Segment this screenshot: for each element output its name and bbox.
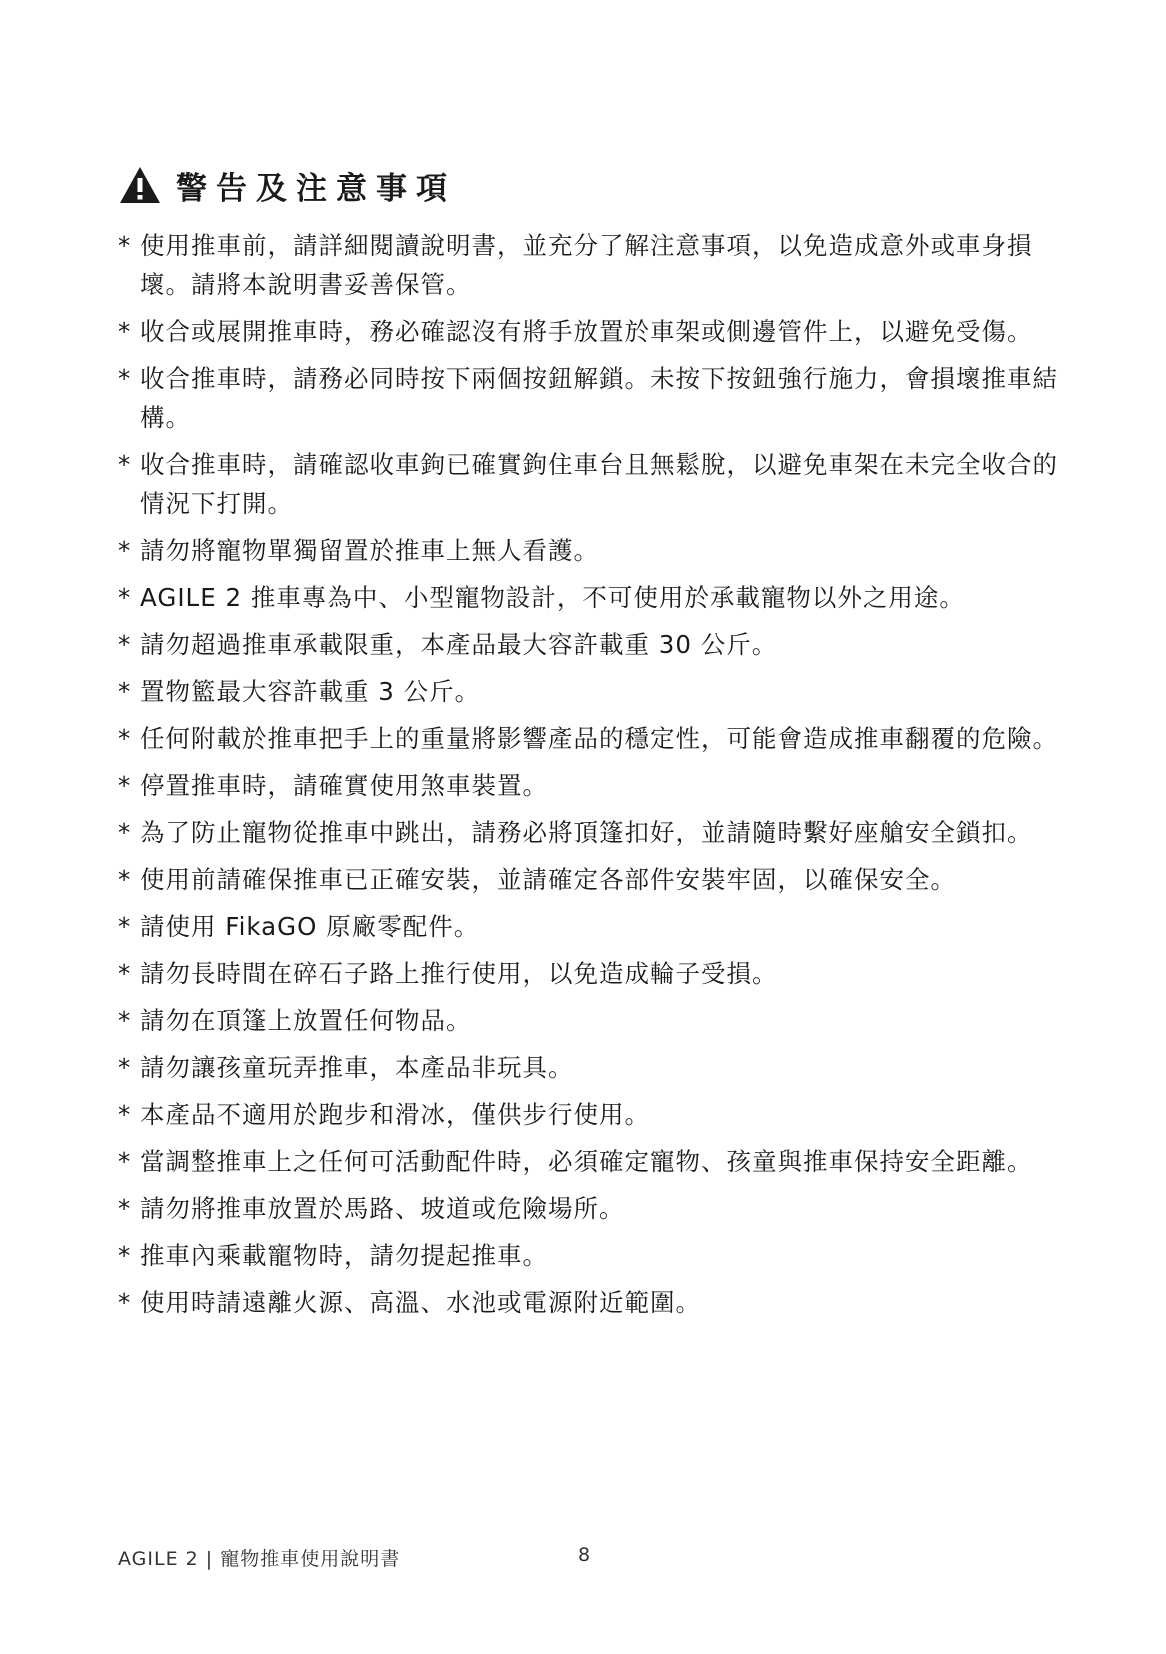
bullet-marker: *: [118, 1147, 131, 1176]
warning-item: [118, 719, 1058, 758]
bullet-marker: *: [118, 1288, 131, 1317]
warning-item-text: 收合推車時，請確認收車鉤已確實鉤住車台且無鬆脫，以避免車架在未完全收合的情況下打開。: [140, 450, 1058, 518]
bullet-marker: *: [118, 317, 131, 346]
warning-item-text: 當調整推車上之任何可活動配件時，必須確定寵物、孩童與推車保持安全距離。: [140, 1147, 1033, 1176]
warning-item: [118, 226, 1058, 304]
bullet-marker: *: [118, 1006, 131, 1035]
warning-item-text: 請勿在頂篷上放置任何物品。: [140, 1006, 472, 1035]
warning-item-text: 請使用 FikaGO 原廠零配件。: [140, 912, 480, 941]
bullet-marker: *: [118, 771, 131, 800]
warning-item-text: 置物籃最大容許載重 3 公斤。: [140, 677, 481, 706]
bullet-marker: *: [118, 536, 131, 565]
warning-item: [118, 766, 1058, 805]
bullet-marker: *: [118, 677, 131, 706]
warning-item: [118, 445, 1058, 523]
warning-item-text: 為了防止寵物從推車中跳出，請務必將頂篷扣好，並請隨時繫好座艙安全鎖扣。: [140, 818, 1033, 847]
warning-item-text: 推車內乘載寵物時，請勿提起推車。: [140, 1241, 548, 1270]
warning-item-text: 請勿將寵物單獨留置於推車上無人看護。: [140, 536, 599, 565]
bullet-marker: *: [118, 450, 131, 479]
warning-item: [118, 625, 1058, 664]
warning-list: [118, 226, 1058, 1330]
warning-item-text: 請勿超過推車承載限重，本產品最大容許載重 30 公斤。: [140, 630, 778, 659]
warning-item: [118, 312, 1058, 351]
warning-item-text: 收合推車時，請務必同時按下兩個按鈕解鎖。未按下按鈕強行施力，會損壞推車結構。: [140, 364, 1058, 432]
warning-item: [118, 860, 1058, 899]
warning-item-text: 請勿將推車放置於馬路、坡道或危險場所。: [140, 1194, 625, 1223]
warning-item: [118, 1095, 1058, 1134]
bullet-marker: *: [118, 630, 131, 659]
bullet-marker: *: [118, 364, 131, 393]
warning-item: [118, 578, 1058, 617]
section-heading: [118, 160, 456, 210]
bullet-marker: *: [118, 959, 131, 988]
warning-triangle-icon: [118, 165, 162, 205]
bullet-marker: *: [118, 818, 131, 847]
warning-item: [118, 1001, 1058, 1040]
warning-item: [118, 954, 1058, 993]
footer-title: AGILE 2 | 寵物推車使用說明書: [118, 1548, 401, 1570]
warning-item: [118, 1283, 1058, 1322]
bullet-marker: *: [118, 1194, 131, 1223]
warning-item: [118, 1236, 1058, 1275]
page-footer: [118, 1544, 400, 1571]
warning-item-text: 使用時請遠離火源、高溫、水池或電源附近範圍。: [140, 1288, 701, 1317]
section-title: 警告及注意事項: [176, 170, 456, 207]
warning-item: [118, 813, 1058, 852]
bullet-marker: *: [118, 865, 131, 894]
page-number: 8: [578, 1544, 591, 1566]
bullet-marker: *: [118, 1053, 131, 1082]
warning-item: [118, 907, 1058, 946]
warning-item: [118, 359, 1058, 437]
warning-item: [118, 1142, 1058, 1181]
warning-item-text: AGILE 2 推車專為中、小型寵物設計，不可使用於承載寵物以外之用途。: [140, 583, 965, 612]
bullet-marker: *: [118, 912, 131, 941]
bullet-marker: *: [118, 583, 131, 612]
warning-item-text: 請勿讓孩童玩弄推車，本產品非玩具。: [140, 1053, 574, 1082]
warning-item: [118, 531, 1058, 570]
bullet-marker: *: [118, 724, 131, 753]
warning-item: [118, 1189, 1058, 1228]
warning-item-text: 請勿長時間在碎石子路上推行使用，以免造成輪子受損。: [140, 959, 778, 988]
warning-item-text: 停置推車時，請確實使用煞車裝置。: [140, 771, 548, 800]
warning-item-text: 使用前請確保推車已正確安裝，並請確定各部件安裝牢固，以確保安全。: [140, 865, 956, 894]
warning-item-text: 使用推車前，請詳細閱讀說明書，並充分了解注意事項，以免造成意外或車身損壞。請將本說明書妥善保管。: [140, 231, 1033, 299]
warning-item-text: 本產品不適用於跑步和滑冰，僅供步行使用。: [140, 1100, 650, 1129]
warning-item: [118, 672, 1058, 711]
warning-item-text: 收合或展開推車時，務必確認沒有將手放置於車架或側邊管件上，以避免受傷。: [140, 317, 1033, 346]
warning-item-text: 任何附載於推車把手上的重量將影響產品的穩定性，可能會造成推車翻覆的危險。: [140, 724, 1058, 753]
bullet-marker: *: [118, 1100, 131, 1129]
bullet-marker: *: [118, 1241, 131, 1270]
warning-item: [118, 1048, 1058, 1087]
bullet-marker: *: [118, 231, 131, 260]
